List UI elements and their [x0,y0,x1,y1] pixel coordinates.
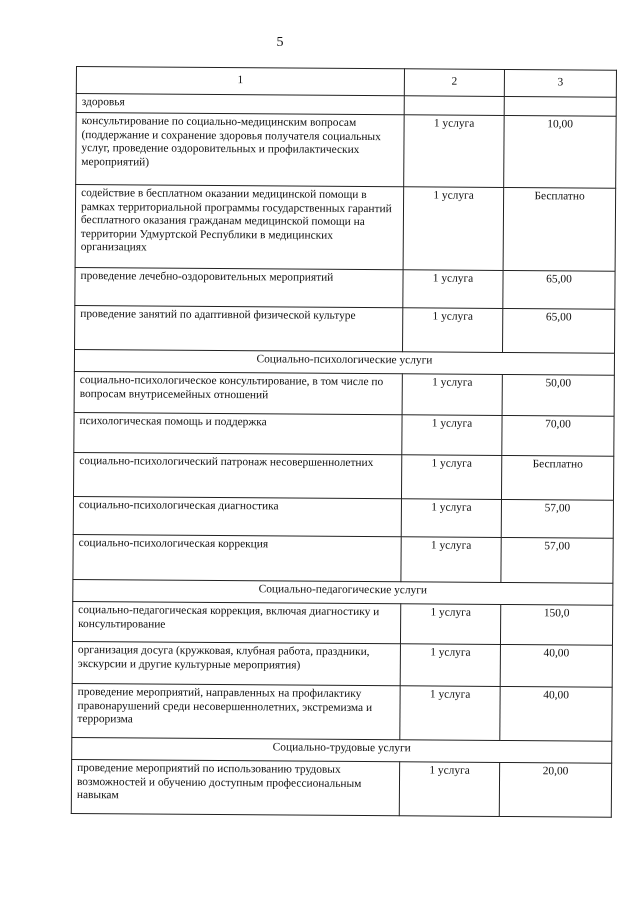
table-row [72,601,612,645]
service-name: социально-психологическая диагностика [73,496,401,536]
service-name: проведение мероприятий, направленных на профилактику правонарушений среди несовершеннолетних, экстремизма и терроризма [72,683,400,739]
service-price: 150,0 [500,604,612,645]
service-price: 40,00 [500,644,612,687]
service-unit: 1 услуга [403,187,504,271]
service-name: проведение занятий по адаптивной физической культуре [75,305,403,351]
column-header: 2 [404,69,504,97]
service-name: организация досуга (кружковая, клубная работа, праздники, экскурсии и другие культурные мероприятия) [72,641,400,685]
service-price: 20,00 [499,762,611,817]
service-name: консультирование по социально-медицинским вопросам (поддержание и сохранение здоровья получателя социальных услуг, проведение оздоровительных и профилактических мероприятий) [76,113,404,187]
table-row [73,534,613,583]
service-price: 65,00 [503,270,615,309]
tariff-table [71,66,617,818]
service-name: содействие в бесплатном оказании медицинской помощи в рамках территориальной программы государственных гарантий бесплатного оказания гражданам медицинской помощи на территории Удмуртской Республики в медицинских организациях [75,185,404,270]
service-price: 40,00 [500,686,612,741]
service-unit: 1 услуга [401,499,501,538]
service-unit: 1 услуга [400,604,500,645]
service-unit: 1 услуга [400,686,500,741]
service-price [504,96,616,116]
service-name: социально-психологическое консультирование, в том числе по вопросам внутрисемейных отношений [74,371,402,414]
service-price: 50,00 [502,374,614,416]
table-body [71,94,616,818]
table-row [75,267,615,309]
table-row [72,641,612,687]
service-price: 70,00 [502,415,614,456]
service-price: Бесплатно [503,187,616,271]
column-header: 3 [504,69,616,97]
service-name: социально-педагогическая коррекция, включая диагностику и консультирование [72,601,400,643]
service-name: проведение лечебно-оздоровительных мероприятий [75,267,403,307]
section-title: Социально-трудовые услуги [72,737,612,763]
service-price: Бесплатно [501,455,613,500]
service-unit: 1 услуга [403,308,503,353]
table-row [75,185,616,272]
service-name: проведение мероприятий по использованию трудовых возможностей и обучению доступным профессиональным навыкам [71,759,399,815]
service-unit [404,96,504,116]
table-row [74,371,614,416]
table-row [73,452,613,500]
table-row [73,496,613,538]
service-name: психологическая помощь и поддержка [74,412,402,454]
service-name: социально-психологическая коррекция [73,534,401,581]
service-unit: 1 услуга [403,270,503,309]
service-price: 10,00 [504,115,616,188]
service-unit: 1 услуга [401,537,501,583]
service-unit: 1 услуга [402,374,502,416]
page-number: 5 [276,35,284,50]
table-row [74,412,614,456]
service-name: социально-психологический патронаж несовершеннолетних [73,452,401,498]
table-header-row [76,67,616,98]
service-price: 57,00 [501,537,613,583]
service-unit: 1 услуга [404,115,505,188]
section-title: Социально-психологические услуги [74,349,614,375]
service-unit: 1 услуга [399,762,499,817]
table-row [76,113,616,189]
table-row [75,305,615,353]
service-unit: 1 услуга [402,415,502,456]
service-name: здоровья [76,94,404,115]
table-row [71,759,611,817]
section-title: Социально-педагогические услуги [73,579,613,605]
service-price: 65,00 [503,308,615,353]
service-unit: 1 услуга [401,455,501,500]
service-price: 57,00 [501,499,613,538]
service-unit: 1 услуга [400,644,500,687]
table-row [72,683,612,741]
column-header: 1 [76,67,404,96]
